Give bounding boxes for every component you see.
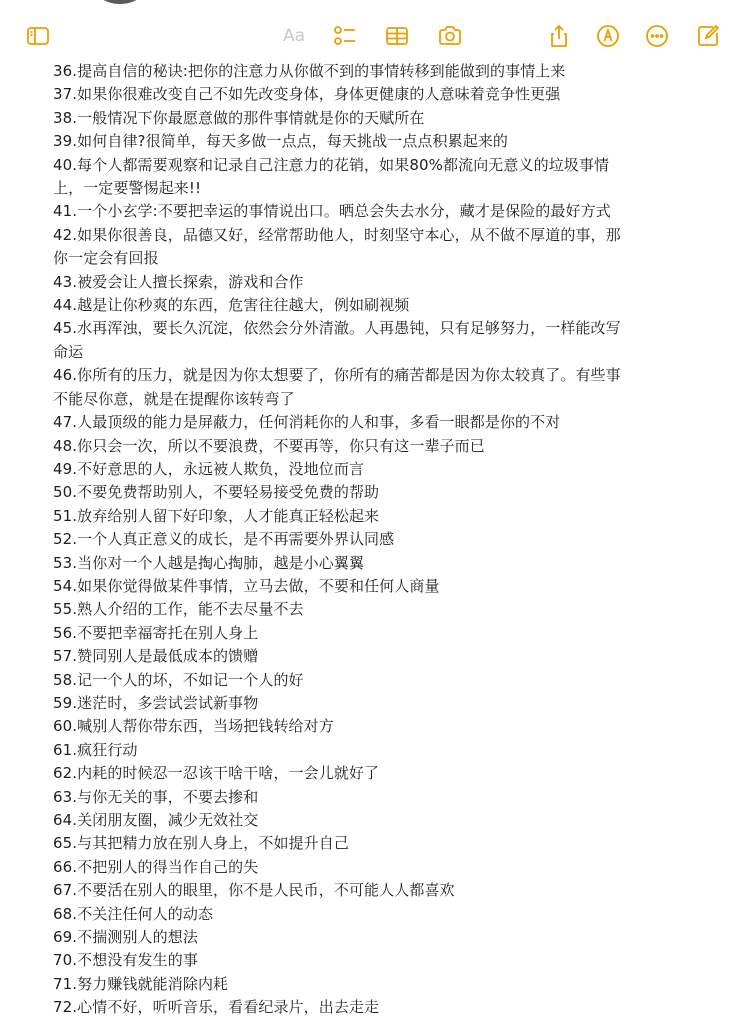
note-line: 49.不好意思的人，永远被人欺负，没地位而言 <box>53 459 365 478</box>
note-line: 56.不要把幸福寄托在别人身上 <box>53 623 259 642</box>
note-line: 53.当你对一个人越是掏心掏肺，越是小心翼翼 <box>53 553 365 572</box>
camera-icon[interactable] <box>436 22 464 50</box>
table-icon[interactable] <box>383 22 411 50</box>
note-line: 62.内耗的时候忍一忍该干啥干啥，一会儿就好了 <box>53 764 380 783</box>
checklist-icon[interactable] <box>331 22 359 50</box>
note-line: 68.不关注任何人的动态 <box>53 904 214 923</box>
note-line: 38.一般情况下你最愿意做的那件事情就是你的天赋所在 <box>53 108 425 127</box>
note-line: 48.你只会一次，所以不要浪费，不要再等，你只有这一辈子而已 <box>53 436 485 455</box>
note-line: 66.不把别人的得当作自己的失 <box>53 857 259 876</box>
text-format-icon[interactable]: Aa <box>282 26 306 46</box>
note-line: 70.不想没有发生的事 <box>53 951 198 970</box>
note-line: 67.不要活在别人的眼里，你不是人民币，不可能人人都喜欢 <box>53 881 455 900</box>
note-line: 45.水再浑浊，要长久沉淀，依然会分外清澈。人再愚钝，只有足够努力，一样能改写 <box>53 319 621 338</box>
note-line: 40.每个人都需要观察和记录自己注意力的花销，如果80%都流向无意义的垃圾事情 <box>53 155 610 174</box>
note-line: 你一定会有回报 <box>53 249 159 268</box>
note-line: 59.迷茫时，多尝试尝试新事物 <box>53 693 259 712</box>
note-line: 50.不要免费帮助别人，不要轻易接受免费的帮助 <box>53 483 380 502</box>
note-line: 64.关闭朋友圈，减少无效社交 <box>53 811 259 829</box>
note-line: 63.与你无关的事，不要去掺和 <box>53 787 259 806</box>
note-line: 60.喊别人帮你带东西，当场把钱转给对方 <box>53 717 334 736</box>
note-body[interactable] <box>53 60 733 1020</box>
note-line: 61.疯狂行动 <box>53 740 138 759</box>
note-line: 72.心情不好，听听音乐，看看纪录片，出去走走 <box>53 998 380 1017</box>
note-line: 上，一定要警惕起来!! <box>53 179 202 198</box>
note-line: 命运 <box>53 342 84 361</box>
note-line: 39.如何自律?很简单，每天多做一点点，每天挑战一点点积累起来的 <box>53 132 509 151</box>
note-line: 55.熟人介绍的工作，能不去尽量不去 <box>53 600 304 619</box>
note-line: 46.你所有的压力，就是因为你太想要了，你所有的痛苦都是因为你太较真了。有些事 <box>53 366 621 385</box>
note-line: 43.被爱会让人擅长探索，游戏和合作 <box>53 272 304 291</box>
compose-icon[interactable] <box>694 22 722 50</box>
note-line: 69.不揣测别人的想法 <box>53 928 198 947</box>
note-line: 47.人最顶级的能力是屏蔽力，任何消耗你的人和事，多看一眼都是你的不对 <box>53 413 561 432</box>
markup-icon[interactable] <box>594 22 622 50</box>
note-line: 42.如果你很善良，品德又好，经常帮助他人，时刻坚守本心，从不做不厚道的事，那 <box>53 225 621 244</box>
note-line: 54.如果你觉得做某件事情，立马去做，不要和任何人商量 <box>53 576 440 595</box>
note-line: 57.赞同别人是最低成本的馈赠 <box>53 647 259 666</box>
sidebar-icon[interactable] <box>24 22 52 50</box>
note-line: 不能尽你意，就是在提醒你该转弯了 <box>53 389 295 408</box>
note-line: 36.提高自信的秘诀:把你的注意力从你做不到的事情转移到能做到的事情上来 <box>53 62 566 80</box>
more-icon[interactable] <box>643 22 671 50</box>
note-line: 44.越是让你秒爽的东西，危害往往越大，例如刷视频 <box>53 296 410 315</box>
note-line: 71.努力赚钱就能消除内耗 <box>53 974 229 993</box>
avatar <box>96 0 144 4</box>
note-line: 41.一个小玄学:不要把幸运的事情说出口。晒总会失去水分，藏才是保险的最好方式 <box>53 202 611 221</box>
note-line: 37.如果你很难改变自己不如先改变身体，身体更健康的人意味着竞争性更强 <box>53 85 561 104</box>
note-line: 51.放弃给别人留下好印象，人才能真正轻松起来 <box>53 506 380 525</box>
note-line: 65.与其把精力放在别人身上，不如提升自己 <box>53 834 349 853</box>
note-line: 52.一个人真正意义的成长，是不再需要外界认同感 <box>53 530 395 549</box>
share-icon[interactable] <box>545 22 573 50</box>
note-line: 58.记一个人的坏，不如记一个人的好 <box>53 670 304 689</box>
